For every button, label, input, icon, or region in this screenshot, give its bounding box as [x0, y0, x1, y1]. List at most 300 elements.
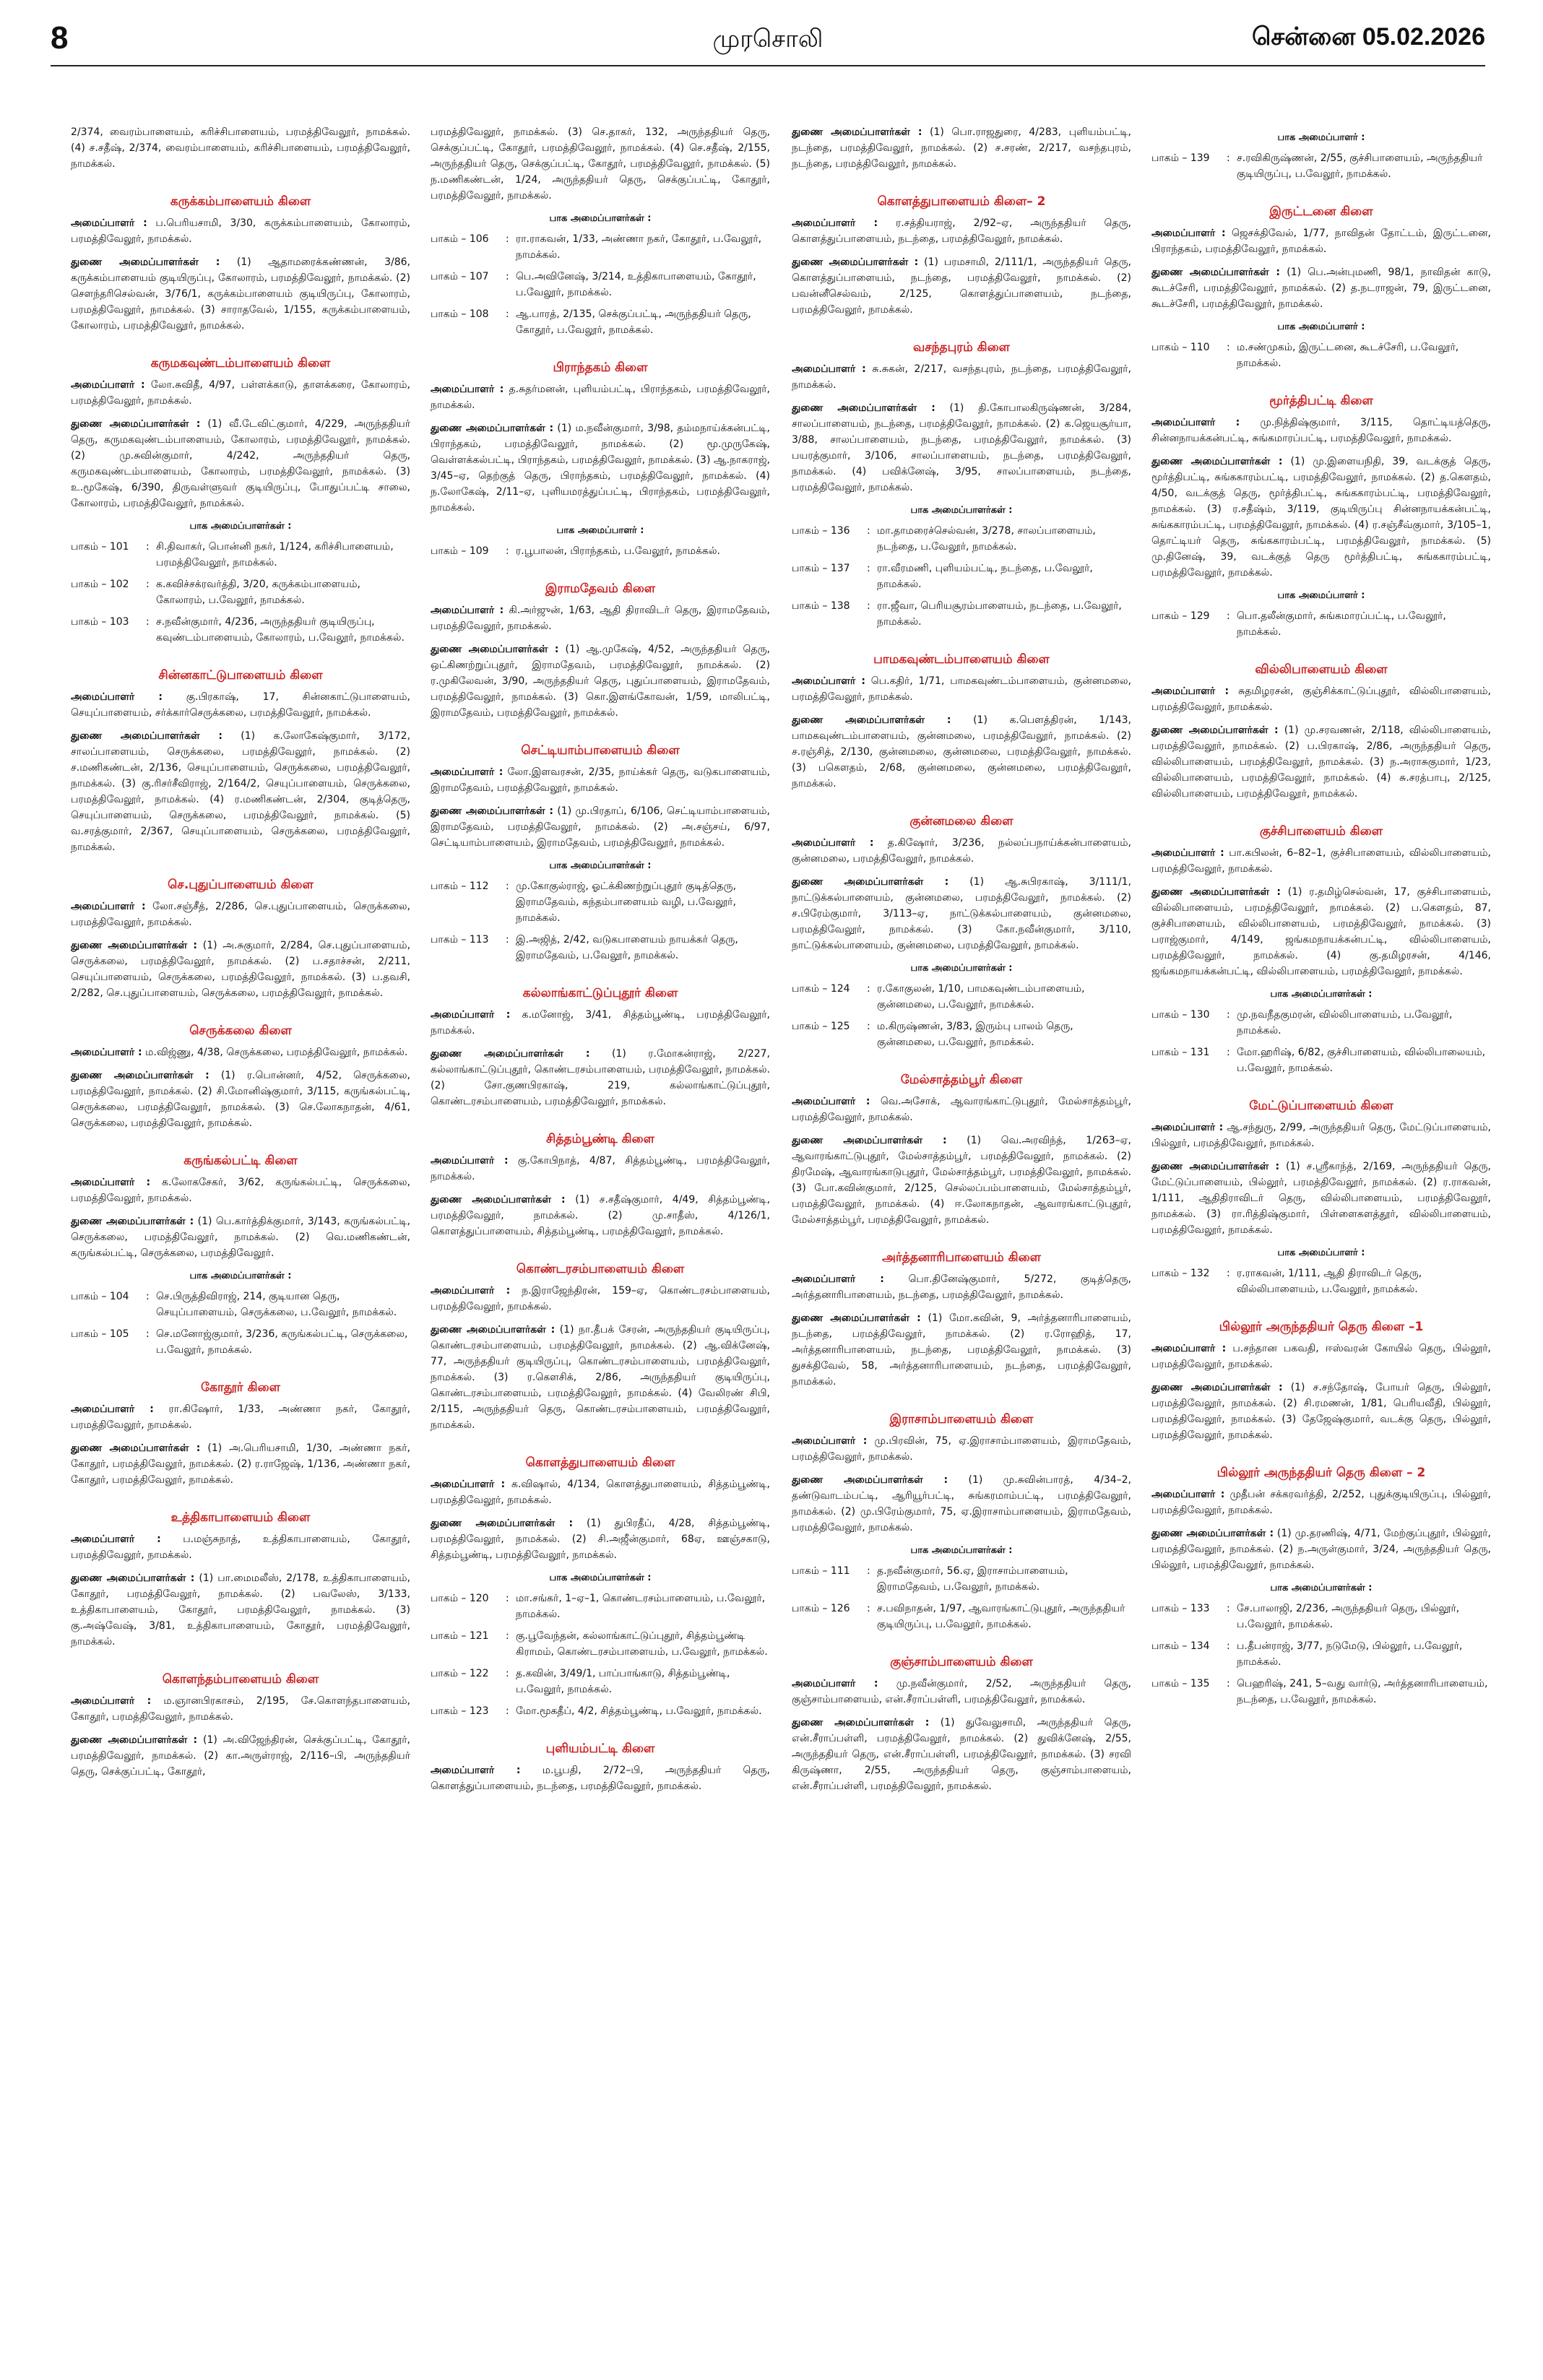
member-details: (1) ர.தமிழ்செல்வன், 17, குச்சிபாளையம், வில்லிபாளையம், பரமத்திவேலூர், நாமக்கல். (2) ப.கௌதம், 87, குச்சிபாளையம், வில்லிபாளையம், பரமத்திவேலூர், நாமக்கல். (3) பராஜ்குமார், 4/149, ஜங்கமநாயக்கன்பட்டி, வில்லிபாளையம், பரமத்திவேலூர், நாமக்கல். (4) கு.தமிழரசன், 4/146, ஜங்கமநாயக்கன்பட்டி, வில்லிபாளையம், பரமத்திவேலூர், நாமக்கல்.	[1151, 886, 1491, 977]
role-label: துணை அமைப்பாளர்கள் :	[792, 256, 919, 268]
ward-organizers-heading: பாக அமைப்பாளர்கள் :	[910, 1545, 1013, 1556]
listing-paragraph	[1151, 415, 1491, 446]
ward-organizer-details: ரா.ஜீவா, பெரியசூரம்பாளையம், நடந்தை, ப.வேலூர், நாமக்கல்.	[877, 600, 1122, 628]
separator-colon: :	[146, 579, 150, 590]
role-label: அமைப்பாளர் :	[71, 1177, 151, 1188]
listing-paragraph	[71, 899, 410, 930]
ward-row	[431, 269, 770, 300]
branch-title: செ.புதுப்பாளையம் கிளை	[168, 878, 314, 892]
listing-paragraph	[71, 1174, 410, 1206]
member-details: பொ.தினேஷ்குமார், 5/272, குடித்தெரு, அர்த்தனாரிபாளையம், நடந்தை, பரமத்திவேலூர், நாமக்கல்.	[792, 1273, 1131, 1301]
ward-number: பாகம் – 107	[431, 271, 489, 282]
listing-paragraph	[71, 1401, 410, 1433]
member-details: (1) ஆதாமரைக்கண்ணன், 3/86, கருக்கம்பாளையம் குடியிருப்பு, கோலாரம், பரமத்திவேலூர், நாமக்கல். (2) சௌந்தரிசெல்வன், 3/76/1, கருக்கம்பாளையம் குடியிருப்பு, கோலாரம், பரமத்திவேலூர், நாமக்கல். (3) சாராதவேல், 1/155, கருக்கம்பாளையம், கோலாரம், பரமத்திவேலூர், நாமக்கல்.	[71, 256, 410, 332]
listing-paragraph	[792, 712, 1131, 792]
listing-paragraph	[792, 835, 1131, 867]
listing-paragraph	[71, 1693, 410, 1725]
listing-paragraph	[71, 377, 410, 409]
ward-organizer-details: மோ.ஹரிஷ், 6/82, குச்சிபாளையம், வில்லிபாலையம், ப.வேலூர், நாமக்கல்.	[1237, 1047, 1486, 1074]
ward-organizers-heading: பாக அமைப்பாளர் :	[1277, 590, 1365, 601]
listing-paragraph	[792, 215, 1131, 247]
role-label: துணை அமைப்பாளர்கள் :	[431, 1048, 590, 1060]
role-label: துணை அமைப்பாளர்கள் :	[1151, 456, 1283, 467]
role-label: துணை அமைப்பாளர்கள் :	[71, 256, 220, 268]
ward-row	[431, 932, 770, 964]
member-details: பா.கபிலன், 6–82–1, குச்சிபாளையம், வில்லிபாளையம், பரமத்திவேலூர், நாமக்கல்.	[1151, 847, 1491, 875]
ward-organizer-details: ர.கோகுலன், 1/10, பாமகவுண்டம்பாளையம், குன்னமலை, ப.வேலூர், நாமக்கல்.	[877, 983, 1085, 1011]
branch-title: கருமகவுண்டம்பாளையம் கிளை	[150, 356, 331, 371]
branch-section	[1151, 1319, 1491, 1443]
ward-organizer-details: இ.அஜித், 2/42, வடுகபாளையம் நாயக்கர் தெரு, இராமதேவம், ப.வேலூர், நாமக்கல்.	[516, 934, 738, 961]
role-label: அமைப்பாளர் :	[1151, 1343, 1227, 1354]
ward-row	[1151, 608, 1491, 640]
ward-row	[431, 306, 770, 338]
role-label: துணை அமைப்பாளர்கள் :	[1151, 1528, 1274, 1539]
ward-row	[1151, 1044, 1491, 1076]
ward-number: பாகம் – 137	[792, 563, 850, 574]
listing-paragraph	[792, 361, 1131, 393]
page-number: 8	[51, 20, 69, 56]
ward-row	[431, 1591, 770, 1622]
ward-organizer-details: செ.மனோஜ்குமார், 3/236, கருங்கல்பட்டி, செருக்கலை, ப.வேலூர், நாமக்கல்.	[156, 1328, 408, 1356]
role-label: அமைப்பாளர் :	[71, 1047, 142, 1058]
role-label: துணை அமைப்பாளர்கள் :	[1151, 886, 1281, 898]
member-details: (1) பா.மைமலீஸ், 2/178, உத்திகாபாளையம், கோதூர், பரமத்திவேலூர், நாமக்கல். (2) பவலேஸ், 3/133, உத்திகாபாளையம், கோதூர், பரமத்திவேலூர், நாமக்கல். (3) கு.அஷ்வேஷ், 3/81, உத்திகாபாளையம், கோதூர், பரமத்திவேலூர், நாமக்கல்.	[71, 1572, 410, 1648]
listing-paragraph	[71, 254, 410, 334]
branch-title: பில்லூர் அருந்ததியர் தெரு கிளை –1	[1219, 1320, 1424, 1334]
member-details: 2/374, வைரம்பாளையம், கரிச்சிபாளையம், பரமத்திவேலூர், நாமக்கல். (4) ச.சதீஷ், 2/374, வைரம்பாளையம், கரிச்சிபாளையம், பரமத்திவேலூர், நாமக்கல்.	[71, 126, 410, 170]
ward-organizer-details: ம.கிருஷ்ணன், 3/83, இரும்பு பாலம் தெரு, குன்னமலை, ப.வேலூர், நாமக்கல்.	[877, 1021, 1073, 1048]
branch-section	[1151, 823, 1491, 1076]
member-details: ரா.கிஷோர், 1/33, அண்ணா நகர், கோதூர், பரமத்திவேலூர், நாமக்கல்.	[71, 1403, 410, 1431]
branch-section	[431, 743, 770, 964]
branch-section	[71, 1510, 410, 1650]
ward-row	[1151, 1676, 1491, 1708]
listing-paragraph	[1151, 1526, 1491, 1573]
listing-paragraph	[431, 420, 770, 516]
listing-paragraph	[792, 1676, 1131, 1708]
member-details: (1) ம.நவீன்குமார், 3/98, தம்மநாய்க்கன்பட்டி, பிராந்தகம், பரமத்திவேலூர், நாமக்கல். (2) மூ.முருகேஷ், வெள்ளக்கல்பட்டி, பிராந்தகம், பரமத்திவேலூர், நாமக்கல். (3) ஆ.நாகராஜ், 3/45–ஏ, தெற்குத் தெரு, பிராந்தகம், பரமத்திவேலூர், நாமக்கல். (4) ந.லோகேஷ், 2/11–ஏ, புளியமரத்துப்பட்டி, பிராந்தகம், பரமத்திவேலூர், நாமக்கல்.	[431, 423, 770, 514]
listing-paragraph	[792, 1133, 1131, 1228]
branch-section	[71, 355, 410, 646]
listing-paragraph	[792, 1472, 1131, 1536]
role-label: துணை அமைப்பாளர்கள் :	[792, 714, 951, 726]
ward-row	[71, 1289, 410, 1320]
separator-colon: :	[1227, 152, 1230, 164]
member-details: மு.நித்திஷ்குமார், 3/115, தொட்டியத்தெரு, சின்னநாயக்கன்பட்டி, சுங்கமாரப்பட்டி, பரமத்திவேலூர், நாமக்கல்.	[1151, 417, 1491, 444]
role-label: அமைப்பாளர் :	[792, 1273, 884, 1285]
role-label: அமைப்பாளர் :	[1151, 228, 1226, 239]
dateline: சென்னை 05.02.2026	[1251, 23, 1485, 51]
branch-title: செட்டியாம்பாளையம் கிளை	[521, 743, 680, 758]
role-label: துணை அமைப்பாளர்கள் :	[431, 644, 559, 655]
ward-row	[431, 878, 770, 926]
role-label: அமைப்பாளர் :	[1151, 685, 1229, 697]
ward-organizer-details: த.நவீன்குமார், 56.ஏ, இராசாம்பாளையம், இராமதேவம், ப.வேலூர், நாமக்கல்.	[877, 1565, 1068, 1593]
branch-section	[431, 1131, 770, 1239]
role-label: துணை அமைப்பாளர்கள் :	[792, 1135, 947, 1146]
role-label: துணை அமைப்பாளர்கள் :	[71, 418, 201, 430]
listing-paragraph	[1151, 1159, 1491, 1238]
member-details: ப.பெரியசாமி, 3/30, கருக்கம்பாளையம், கோலாரம், பரமத்திவேலூர், நாமக்கல்.	[71, 217, 410, 245]
ward-number: பாகம் – 120	[431, 1593, 489, 1604]
member-details: க.லோகசேகர், 3/62, கருங்கல்பட்டி, செருக்கலை, பரமத்திவேலூர், நாமக்கல்.	[71, 1177, 410, 1204]
branch-section	[431, 360, 770, 559]
ward-row	[71, 539, 410, 571]
ward-organizer-details: கு.பூவேந்தன், கல்லாங்காட்டுப்புதூர், சித்தம்பூண்டி கிராமம், கொண்டரசம்பாளையம், ப.வேலூர், நாமக்கல்.	[516, 1630, 768, 1658]
ward-number: பாகம் – 101	[71, 541, 129, 553]
role-label: துணை அமைப்பாளர்கள் :	[1151, 724, 1279, 736]
member-details: (1) ச.சந்தோஷ், போயர் தெரு, பில்லூர், பரமத்திவேலூர், நாமக்கல். (2) சி.ரமணன், 1/81, பெரியவீதி, பில்லூர், பரமத்திவேலூர், நாமக்கல். (3) தேஜேஷ்குமார், வடக்கு தெரு, பில்லூர், பரமத்திவேலூர், நாமக்கல்.	[1151, 1382, 1491, 1441]
member-details: (1) ர.பொன்னர், 4/52, செருக்கலை, பரமத்திவேலூர், நாமக்கல். (2) சி.மோனிஷ்குமார், 3/115, கருங்கல்பட்டி, செருக்கலை, பரமத்திவேலூர், நாமக்கல். (3) செ.லோகநாதன், 4/61, செருக்கலை, பரமத்திவேலூர், நாமக்கல்.	[71, 1070, 410, 1129]
listing-paragraph	[1151, 264, 1491, 312]
ward-number: பாகம் – 103	[71, 616, 129, 628]
ward-organizer-details: மா.தாமரைச்செல்வன், 3/278, சாலப்பாளையம், நடந்தை, ப.வேலூர், நாமக்கல்.	[877, 525, 1096, 553]
branch-title: வில்லிபாளையம் கிளை	[1255, 662, 1388, 677]
ward-organizers-heading: பாக அமைப்பாளர் :	[1277, 1247, 1365, 1258]
member-details: (1) பெ.அன்புமணி, 98/1, நாவிதன் காடு, கூடச்சேரி, பரமத்திவேலூர், நாமக்கல். (2) த.நடராஜன், 79, இருட்டனை, கூடச்சேரி, பரமத்திவேலூர், நாமக்கல்.	[1151, 267, 1491, 310]
branch-section	[1151, 204, 1491, 371]
branch-title: மேல்சாத்தம்பூர் கிளை	[900, 1073, 1023, 1087]
ward-number: பாகம் – 134	[1151, 1640, 1210, 1652]
branch-title: இருட்டனை கிளை	[1269, 204, 1373, 219]
ward-row	[1151, 339, 1491, 371]
listing-paragraph	[431, 1476, 770, 1508]
branch-title: குஞ்சாம்பாளையம் கிளை	[890, 1655, 1033, 1669]
column-4	[1151, 124, 1491, 2363]
ward-row	[71, 1326, 410, 1358]
listing-paragraph	[431, 1762, 770, 1794]
branch-title: கொளத்துபாளையம் கிளை	[525, 1455, 675, 1470]
ward-number: பாகம் – 122	[431, 1668, 489, 1679]
ward-number: பாகம் – 130	[1151, 1009, 1210, 1021]
branch-section	[71, 1380, 410, 1488]
member-details: கு.கோபிநாத், 4/87, சித்தம்பூண்டி, பரமத்திவேலூர், நாமக்கல்.	[431, 1155, 770, 1182]
ward-organizers-heading: பாக அமைப்பாளர் :	[1277, 132, 1365, 143]
branch-section	[71, 877, 410, 1001]
separator-colon: :	[506, 233, 509, 245]
branch-title: மேட்டுப்பாளையம் கிளை	[1249, 1099, 1393, 1113]
ward-row	[1151, 150, 1491, 182]
role-label: துணை அமைப்பாளர்கள் :	[71, 1216, 194, 1227]
member-details: மு.பிரவின், 75, ஏ.இராசாம்பாளையம், இராமதேவம், பரமத்திவேலூர், நாமக்கல்.	[792, 1435, 1131, 1463]
ward-organizer-details: ச.நவீன்குமார், 4/236, அருந்ததியர் குடியிருப்பு, கவுண்டம்பாளையம், கோலாரம், ப.வேலூர், நாமக்கல்.	[156, 616, 405, 644]
role-label: துணை அமைப்பாளர்கள் :	[71, 1734, 198, 1746]
newspaper-name: முரசொலி	[712, 25, 824, 53]
ward-organizers-heading: பாக அமைப்பாளர்கள் :	[189, 1271, 292, 1281]
listing-paragraph	[792, 1715, 1131, 1794]
separator-colon: :	[1227, 1678, 1230, 1689]
role-label: அமைப்பாளர் :	[792, 217, 878, 229]
ward-organizer-details: ச.ரவிகிருஷ்ணன், 2/55, குச்சிபாளையம், அருந்ததியர் குடியிருப்பு, ப.வேலூர், நாமக்கல்.	[1237, 152, 1483, 180]
branch-title: குச்சிபாளையம் கிளை	[1259, 824, 1383, 839]
ward-row	[71, 576, 410, 608]
member-details: (1) மு.தரணிஷ், 4/71, மேற்குப்புதூர், பில்லூர், பரமத்திவேலூர், நாமக்கல். (2) ந.அருள்குமார், 3/24, அருந்ததியர் தெரு, பில்லூர், பரமத்திவேலூர், நாமக்கல்.	[1151, 1528, 1491, 1571]
ward-row	[1151, 1007, 1491, 1039]
ward-organizer-details: க.கவிச்சக்ரவர்த்தி, 3/20, கருக்கம்பாளையம், கோலாரம், ப.வேலூர், நாமக்கல்.	[156, 579, 360, 606]
role-label: அமைப்பாளர் :	[71, 217, 147, 229]
ward-row	[431, 1628, 770, 1660]
role-label: துணை அமைப்பாளர்கள் :	[71, 730, 222, 742]
listing-paragraph	[431, 1153, 770, 1185]
member-details: சுதமிழரசன், குஞ்சிக்காட்டுப்புதூர், வில்லிபாளையம், பரமத்திவேலூர், நாமக்கல்.	[1151, 685, 1491, 713]
separator-colon: :	[1227, 1268, 1230, 1279]
member-details: த.கிஷோர், 3/236, நல்லப்பநாய்க்கன்பாளையம், குன்னமலை, பரமத்திவேலூர், நாமக்கல்.	[792, 837, 1131, 865]
branch-section	[792, 652, 1131, 792]
branch-section	[1151, 130, 1491, 182]
listing-paragraph	[71, 728, 410, 855]
separator-colon: :	[506, 1705, 509, 1717]
ward-number: பாகம் – 121	[431, 1630, 489, 1642]
role-label: துணை அமைப்பாளர்கள் :	[71, 940, 197, 951]
member-details: ம.ஞானபிரகாசம், 2/195, சே.கொளந்தபாளையம், கோதூர், பரமத்திவேலூர், நாமக்கல்.	[71, 1695, 410, 1723]
ward-number: பாகம் – 133	[1151, 1603, 1210, 1614]
member-details: சு.சுகன், 2/217, வசந்தபுரம், நடந்தை, பரமத்திவேலூர், நாமக்கல்.	[792, 363, 1131, 391]
branch-section	[792, 124, 1131, 172]
listing-paragraph	[792, 673, 1131, 705]
branch-section	[792, 813, 1131, 1050]
branch-section	[792, 1072, 1131, 1228]
ward-organizer-details: ஆ.பாரத், 2/135, செக்குப்பட்டி, அருந்ததியர் தெரு, கோதூர், ப.வேலூர், நாமக்கல்.	[516, 308, 751, 336]
ward-organizers-heading: பாக அமைப்பாளர்கள் :	[910, 963, 1013, 974]
role-label: அமைப்பாளர் :	[431, 384, 504, 395]
listing-paragraph	[792, 1310, 1131, 1390]
ward-organizers-heading: பாக அமைப்பாளர்கள் :	[189, 521, 292, 532]
role-label: துணை அமைப்பாளர்கள் :	[792, 402, 935, 414]
listing-paragraph	[71, 124, 410, 172]
role-label: அமைப்பாளர் :	[431, 1765, 521, 1776]
branch-title: புளியம்பட்டி கிளை	[545, 1741, 655, 1756]
ward-organizers-heading: பாக அமைப்பாளர்கள் :	[549, 1572, 652, 1583]
branch-section	[431, 1261, 770, 1433]
separator-colon: :	[506, 880, 509, 892]
branch-title: சின்னகாட்டுபாளையம் கிளை	[158, 668, 323, 683]
role-label: அமைப்பாளர் :	[71, 1695, 152, 1707]
separator-colon: :	[146, 616, 150, 628]
ward-organizer-details: ப.தீபன்ராஜ், 3/77, நடுமேடு, பில்லூர், ப.வேலூர், நாமக்கல்.	[1237, 1640, 1463, 1668]
listing-paragraph	[1151, 225, 1491, 257]
listing-paragraph	[431, 803, 770, 851]
listing-paragraph	[1151, 454, 1491, 581]
member-details: க.மனோஜ், 3/41, சித்தம்பூண்டி, பரமத்திவேலூர், நாமக்கல்.	[431, 1009, 770, 1037]
separator-colon: :	[1227, 1047, 1230, 1058]
member-details: ர.சத்தியராஜ், 2/92–ஏ, அருந்ததியர் தெரு, கொளத்துப்பாளையம், நடந்தை, பரமத்திவேலூர், நாமக்கல்.	[792, 217, 1131, 245]
separator-colon: :	[506, 1593, 509, 1604]
branch-section	[792, 1250, 1131, 1390]
ward-number: பாகம் – 135	[1151, 1678, 1210, 1689]
member-details: (1) பெ.கார்த்திக்குமார், 3/143, கருங்கல்பட்டி, செருக்கலை, பரமத்திவேலூர், நாமக்கல். (2) வெ.மணிகண்டன், கருங்கல்பட்டி, செருக்கலை, பரமத்திவேலூர்.	[71, 1216, 410, 1259]
role-label: துணை அமைப்பாளர்கள் :	[1151, 1161, 1280, 1172]
column-2	[431, 124, 770, 2363]
ward-row	[1151, 1601, 1491, 1632]
listing-paragraph	[1151, 1380, 1491, 1443]
branch-section	[71, 194, 410, 334]
ward-number: பாகம் – 105	[71, 1328, 129, 1340]
listing-paragraph	[71, 1570, 410, 1650]
ward-organizers-heading: பாக அமைப்பாளர்கள் :	[1270, 1583, 1373, 1593]
ward-organizer-details: மு.கோகுல்ராஜ், ஓட்க்கிணற்றுப்புதூர் குடித்தெரு, இராமதேவம், கந்தம்பாளையம் வழி, ப.வேலூர், நாமக்கல்.	[516, 880, 737, 924]
role-label: அமைப்பாளர் :	[431, 1285, 511, 1297]
member-details: (1) தி.கோபாலகிருஷ்ணன், 3/284, சாலப்பாளையம், நடந்தை, பரமத்திவேலூர், நாமக்கல். (2) க.ஜெயசூர்யா, 3/88, சாலப்பாளையம், நடந்தை, பரமத்திவேலூர், நாமக்கல். (3) பயரத்குமார், 3/106, சாலப்பாளையம், நடந்தை, பரமத்திவேலூர், நாமக்கல். (4) பவிக்னேஷ், 3/95, சாலப்பாளையம், நடந்தை, பரமத்திவேலூர், நாமக்கல்.	[792, 402, 1131, 493]
ward-organizers-heading: பாக அமைப்பாளர்கள் :	[910, 505, 1013, 516]
member-details: முதீபன் சக்கரவர்த்தி, 2/252, புதுக்குடியிருப்பு, பில்லூர், பரமத்திவேலூர், நாமக்கல்.	[1151, 1489, 1491, 1516]
branch-title: மூர்த்திபட்டி கிளை	[1269, 394, 1373, 408]
listing-paragraph	[431, 641, 770, 721]
listing-paragraph	[1151, 1120, 1491, 1151]
role-label: அமைப்பாளர் :	[792, 1678, 878, 1689]
ward-number: பாகம் – 124	[792, 983, 850, 995]
column-3	[792, 124, 1131, 2363]
ward-row	[792, 523, 1131, 555]
role-label: துணை அமைப்பாளர்கள் :	[431, 1518, 574, 1529]
listing-paragraph	[792, 254, 1131, 318]
member-details: (1) ச.ஸ்ரீகாந்த், 2/169, அருந்ததியர் தெரு, மேட்டுப்பாளையம், பில்லூர், பரமத்திவேலூர், நாமக்கல். (2) ர.ராகவன், 1/111, ஆதிதிராவிடர் தெரு, வில்லிபாளையம், பரமத்திவேலூர், நாமக்கல். (3) ரா.ரித்திஷ்குமார், பிள்ளைகளத்தூர், வில்லிபாளையம், பரமத்திவேலூர், நாமக்கல்.	[1151, 1161, 1491, 1236]
ward-row	[431, 1703, 770, 1719]
branch-section	[71, 1153, 410, 1358]
role-label: அமைப்பாளர் :	[71, 1403, 154, 1415]
member-details: (1) துவேலுசாமி, அருந்ததியர் தெரு, என்.சீராப்பள்ளி, பரமத்திவேலூர், நாமக்கல். (2) துவிக்னேஷ், 2/55, அருந்ததியர் தெரு, என்.சீராப்பள்ளி, பரமத்திவேலூர், நாமக்கல். (3) சரவி கிருஷ்ணா, 2/55, அருந்ததியர் தெரு, குஞ்சாம்பாளையம், என்.சீராப்பள்ளி, பரமத்திவேலூர், நாமக்கல்.	[792, 1717, 1131, 1792]
branch-section	[1151, 662, 1491, 802]
separator-colon: :	[506, 308, 509, 320]
ward-number: பாகம் – 125	[792, 1021, 850, 1032]
branch-title: கல்லாங்காட்டுப்புதூர் கிளை	[522, 986, 678, 1000]
branch-section	[71, 1023, 410, 1131]
role-label: துணை அமைப்பாளர்கள் :	[71, 1572, 195, 1584]
listing-paragraph	[431, 602, 770, 634]
ward-organizer-details: மு.நவநீதகுமரன், வில்லிபாளையம், ப.வேலூர், நாமக்கல்.	[1237, 1009, 1453, 1037]
separator-colon: :	[506, 271, 509, 282]
ward-organizer-details: ரா.ராகவன், 1/33, அண்ணா நகர், கோதூர், ப.வேலூர், நாமக்கல்.	[516, 233, 762, 261]
role-label: அமைப்பாளர் :	[71, 379, 145, 391]
listing-paragraph	[1151, 1341, 1491, 1372]
branch-section	[431, 581, 770, 721]
role-label: துணை அமைப்பாளர்கள் :	[1151, 1382, 1283, 1393]
member-details: (1) வீ.டேவிட்குமார், 4/229, அருந்ததியர் தெரு, கருமகவுண்டம்பாளையம், கோலாரம், பரமத்திவேலூர், நாமக்கல். (2) மு.சுவின்குமார், 4/242, அருந்ததியர் தெரு, கருமகவுண்டம்பாளையம், கோலாரம், பரமத்திவேலூர், நாமக்கல். (3) உ.மூகேஷ், 6/390, திருவள்ளுவர் குடியிருப்பு, போதுப்பட்டி சாலை, கோலாரம், பரமத்திவேலூர், நாமக்கல்.	[71, 418, 410, 509]
listing-paragraph	[431, 1515, 770, 1563]
separator-colon: :	[1227, 1009, 1230, 1021]
member-details: லோ.இளவரசன், 2/35, நாய்க்கர் தெரு, வடுகபாளையம், இராமதேவம், பரமத்திவேலூர், நாமக்கல்.	[431, 766, 770, 794]
role-label: துணை அமைப்பாளர்கள் :	[431, 423, 554, 434]
member-details: ப.மஞ்சுநாத், உத்திகாபாளையம், கோதூர், பரமத்திவேலூர், நாமக்கல்.	[71, 1533, 410, 1561]
listing-paragraph	[71, 1213, 410, 1261]
ward-organizer-details: பெ.அவினேஷ், 3/214, உத்திகாபாளையம், கோதூர், ப.வேலூர், நாமக்கல்.	[516, 271, 756, 298]
member-details: வெ.அசோக், ஆவாரங்காட்டுபுதூர், மேல்சாத்தம்பூர், பரமத்திவேலூர், நாமக்கல்.	[792, 1096, 1131, 1123]
branch-title: சித்தம்பூண்டி கிளை	[546, 1132, 654, 1146]
branch-title: கருக்கம்பாளையம் கிளை	[170, 194, 311, 209]
ward-row	[1151, 1638, 1491, 1670]
separator-colon: :	[867, 1603, 870, 1614]
member-details: (1) க.பௌத்திரன், 1/143, பாமகவுண்டம்பாளையம், குன்னமலை, பரமத்திவேலூர், நாமக்கல். (2) ச.ரஞ்சித், 2/130, குன்னமலை, குன்னமலை, பரமத்திவேலூர், நாமக்கல். (3) பகௌதம், 2/68, குன்னமலை, குன்னமலை, பரமத்திவேலூர், நாமக்கல்.	[792, 714, 1131, 789]
member-details: (1) மு.சரவணன், 2/118, வில்லிபாளையம், பரமத்திவேலூர், நாமக்கல். (2) ப.பிரகாஷ், 2/86, அருந்ததியர் தெரு, வில்லிபாளையம், பரமத்திவேலூர், நாமக்கல். (3) ந.அராசுகுமார், 1/23, வில்லிபாளையம், பரமத்திவேலூர், நாமக்கல். (4) சு.சரத்பாபு, 2/125, வில்லிபாளையம், பரமத்திவேலூர், நாமக்கல்.	[1151, 724, 1491, 800]
ward-organizers-heading: பாக அமைப்பாளர்கள் :	[1270, 989, 1373, 1000]
member-details: (1) க.லோகேஷ்குமார், 3/172, சாலப்பாளையம், செருக்கலை, பரமத்திவேலூர், நாமக்கல். (2) ச.மணிகண்டன், 2/136, செயுப்பாளையம், செருக்கலை, பரமத்திவேலூர், நாமக்கல். (3) கு.ரிசர்சீவிராஜ், 2/164/2, செயுப்பாளையம், செருக்கலை, பரமத்திவேலூர், நாமக்கல். (4) ர.மணிகண்டன், 2/304, குடித்தெரு, செயுப்பாளையம், செருக்கலை, பரமத்திவேலூர், நாமக்கல். (5) வ.சரத்குமார், 2/367, செயுப்பாளையம், செருக்கலை, பரமத்திவேலூர், நாமக்கல்.	[71, 730, 410, 853]
member-details: (1) அ.விஜேந்திரன், செக்குப்பட்டி, கோதூர், பரமத்திவேலூர், நாமக்கல். (2) கா.அருள்ராஜ், 2/116–பி, அருந்ததியர் தெரு, செக்குப்பட்டி, கோதூர்,	[71, 1734, 410, 1778]
listing-paragraph	[792, 1094, 1131, 1125]
member-details: கு.பிரகாஷ், 17, சின்னகாட்டுபாளையம், செயுப்பாளையம், சர்க்கார்செருக்கலை, பரமத்திவேலூர், நாமக்கல்.	[71, 691, 410, 719]
branch-section	[792, 339, 1131, 630]
ward-number: பாகம் – 126	[792, 1603, 850, 1614]
role-label: அமைப்பாளர் :	[431, 766, 503, 778]
member-details: பரமத்திவேலூர், நாமக்கல். (3) செ.தாகர், 132, அருந்ததியர் தெரு, செக்குப்பட்டி, கோதூர், பரமத்திவேலூர், நாமக்கல். (4) செ.சதீஷ், 2/155, அருந்ததியர் தெரு, செக்குப்பட்டி, கோதூர், பரமத்திவேலூர், நாமக்கல். (5) ந.மணிகண்டன், 1/24, அருந்ததியர் தெரு, செக்குப்பட்டி, கோதூர், பரமத்திவேலூர், நாமக்கல்.	[431, 126, 770, 202]
ward-organizer-details: த.கவின், 3/49/1, பாப்பாங்காடு, சித்தம்பூண்டி, ப.வேலூர், நாமக்கல்.	[516, 1668, 730, 1695]
member-details: (1) மு.பிரதாப், 6/106, செட்டியாம்பாளையம், இராமதேவம், பரமத்திவேலூர், நாமக்கல். (2) அ.சஞ்சய், 6/97, செட்டியாம்பாளையம், இராமதேவம், பரமத்திவேலூர், நாமக்கல்.	[431, 805, 770, 849]
branch-title: வசந்தபுரம் கிளை	[912, 340, 1011, 355]
role-label: அமைப்பாளர் :	[71, 1533, 161, 1545]
member-details: (1) மு.இளையநிதி, 39, வடக்குத் தெரு, மூர்த்திபட்டி, சுங்ககாரம்பட்டி, பரமத்திவேலூர், நாமக்கல். (2) த.கௌதம், 4/50, வடக்குத் தெரு, மூர்த்திபட்டி, சுங்ககாரம்பட்டி, பரமத்திவேலூர், நாமக்கல். (3) ர.சதீஷ்ம், 3/119, குடியிருப்பு சின்னநாயக்கன்பட்டி, சுங்ககாரம்பட்டி, பரமத்திவேலூர், நாமக்கல். (4) ர.சஞ்சீவ்குமார், 3/105–1, தொட்டியர் தெரு, சுங்ககாரம்பட்டி, பரமத்திவேலூர், நாமக்கல். (5) மு.தினேஷ், 39, வடக்குத் தெரு மூர்த்திபட்டி, சுங்ககாரம்பட்டி, பரமத்திவேலூர், நாமக்கல்.	[1151, 456, 1491, 579]
ward-row	[792, 1018, 1131, 1050]
role-label: அமைப்பாளர் :	[792, 363, 866, 375]
ward-number: பாகம் – 102	[71, 579, 129, 590]
listing-paragraph	[431, 1007, 770, 1039]
separator-colon: :	[867, 600, 870, 612]
ward-organizers-heading: பாக அமைப்பாளர்கள் :	[549, 213, 652, 224]
role-label: துணை அமைப்பாளர்கள் :	[71, 1070, 209, 1081]
member-details: (1) மோ.கவின், 9, அர்த்தனாரிபாளையம், நடந்தை, பரமத்திவேலூர், நாமக்கல். (2) ர.ரோஹித், 17, அர்த்தனாரிபாளையம், நடந்தை, பரமத்திவேலூர், நாமக்கல். (3) துசக்திவேல், 58, அர்த்தனாரிபாளையம், நடந்தை, பரமத்திவேலூர், நாமக்கல்.	[792, 1312, 1131, 1388]
member-details: (1) அ.பெரியசாமி, 1/30, அண்ணா நகர், கோதூர், பரமத்திவேலூர், நாமக்கல். (2) ர.ராஜேஷ், 1/136, அண்ணா நகர், கோதூர், பரமத்திவேலூர், நாமக்கல்.	[71, 1442, 410, 1486]
listing-paragraph	[792, 1271, 1131, 1303]
branch-title: அர்த்தனாரிபாளையம் கிளை	[881, 1250, 1041, 1265]
role-label: அமைப்பாளர் :	[431, 1155, 509, 1167]
member-details: ப.சந்தான பகவதி, ஈஸ்வரன் கோயில் தெரு, பில்லூர், பரமத்திவேலூர், நாமக்கல்.	[1151, 1343, 1491, 1370]
member-details: (1) ஆ.சுபிரகாஷ், 3/111/1, நாட்டுக்கல்பாளையம், குன்னமலை, பரமத்திவேலூர், நாமக்கல். (2) ச.பிரேம்குமார், 3/113–ஏ, நாட்டுக்கல்பாளையம், குன்னமலை, பரமத்திவேலூர், நாமக்கல். (3) கோ.நவீன்குமார், 3/110, நாட்டுக்கல்பாளையம், குன்னமலை, பரமத்திவேலூர், நாமக்கல்.	[792, 876, 1131, 951]
role-label: துணை அமைப்பாளர்கள் :	[792, 126, 922, 138]
ward-organizer-details: மோ.மூகதீப், 4/2, சித்தம்பூண்டி, ப.வேலூர், நாமக்கல்.	[516, 1705, 762, 1717]
branch-title: பிராந்தகம் கிளை	[553, 360, 648, 375]
branch-section	[431, 1741, 770, 1794]
member-details: (1) பரமசாமி, 2/111/1, அருந்ததியர் தெரு, கொளத்துப்பாளையம், நடந்தை, பரமத்திவேலூர், நாமக்கல். (2) பவன்னீசெல்வம், 2/125, கொளத்துப்பாளையம், நடந்தை, பரமத்திவேலூர், நாமக்கல்.	[792, 256, 1131, 316]
branch-section	[431, 1455, 770, 1719]
listing-paragraph	[792, 1433, 1131, 1465]
role-label: துணை அமைப்பாளர்கள் :	[792, 1312, 921, 1324]
branch-section	[1151, 1098, 1491, 1297]
ward-organizer-details: செ.பிருத்திவிராஜ், 214, குடியான தெரு, செயுப்பாளையம், செருக்கலை, ப.வேலூர், நாமக்கல்.	[156, 1291, 397, 1318]
branch-section	[792, 1654, 1131, 1794]
role-label: அமைப்பாளர் :	[792, 837, 874, 849]
separator-colon: :	[867, 1565, 870, 1577]
listing-paragraph	[431, 1192, 770, 1239]
separator-colon: :	[146, 1291, 150, 1302]
listing-paragraph	[431, 124, 770, 204]
role-label: துணை அமைப்பாளர்கள் :	[431, 1194, 566, 1206]
listing-paragraph	[71, 689, 410, 721]
separator-colon: :	[146, 541, 150, 553]
ward-number: பாகம் – 132	[1151, 1268, 1210, 1279]
ward-number: பாகம் – 110	[1151, 342, 1210, 353]
role-label: துணை அமைப்பாளர்கள் :	[71, 1442, 201, 1454]
ward-number: பாகம் – 139	[1151, 152, 1210, 164]
branch-title: கருங்கல்பட்டி கிளை	[183, 1154, 298, 1168]
role-label: அமைப்பாளர் :	[431, 1009, 511, 1021]
separator-colon: :	[506, 934, 509, 945]
separator-colon: :	[506, 1668, 509, 1679]
ward-number: பாகம் – 131	[1151, 1047, 1210, 1058]
branch-section	[792, 1411, 1131, 1632]
separator-colon: :	[867, 563, 870, 574]
ward-organizer-details: பொ.தலீன்குமார், சுங்கமாரப்பட்டி, ப.வேலூர், நாமக்கல்.	[1237, 610, 1446, 638]
separator-colon: :	[506, 545, 509, 557]
member-details: (1) மு.சுவின்பாரத், 4/34–2, தண்டுவாடம்பட்டி, ஆரியூர்பட்டி, சுங்கரமாம்பட்டி, பரமத்திவேலூர், நாமக்கல். (2) மு.பிரேம்குமார், 75, ஏ.இராசாம்பாளையம், இராமதேவம், பரமத்திவேலூர், நாமக்கல்.	[792, 1474, 1131, 1533]
column-1	[71, 124, 410, 2363]
ward-organizers-heading: பாக அமைப்பாளர் :	[1277, 321, 1365, 332]
listing-paragraph	[1151, 1487, 1491, 1518]
ward-number: பாகம் – 113	[431, 934, 489, 945]
ward-number: பாகம் – 123	[431, 1705, 489, 1717]
role-label: அமைப்பாளர் :	[1151, 417, 1240, 428]
member-details: லோ.சஞ்சீத், 2/286, செ.புதுப்பாளையம், செருக்கலை, பரமத்திவேலூர், நாமக்கல்.	[71, 901, 410, 928]
separator-colon: :	[146, 1328, 150, 1340]
separator-colon: :	[506, 1630, 509, 1642]
listing-paragraph	[431, 1283, 770, 1315]
